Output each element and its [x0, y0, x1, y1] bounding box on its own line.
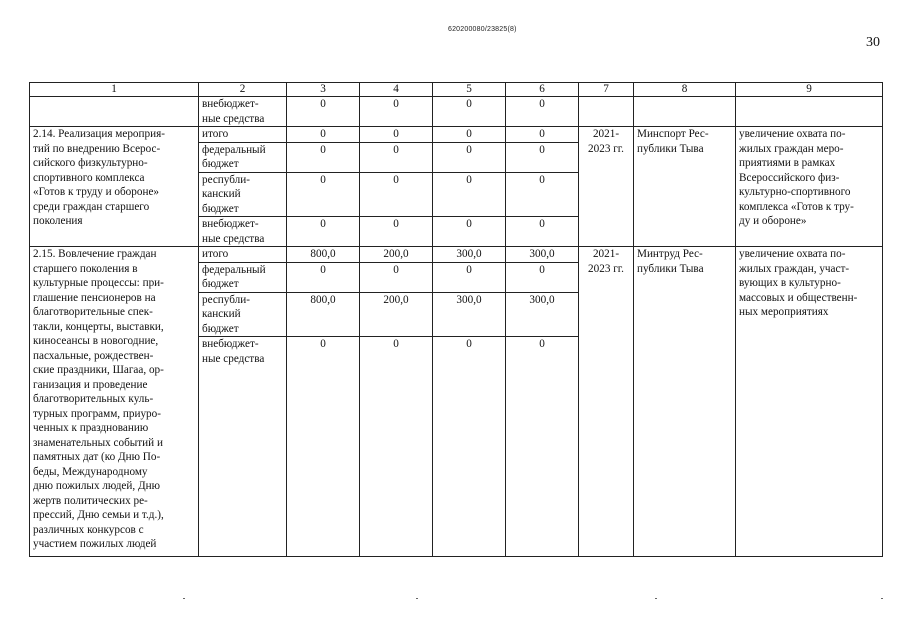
header-cell: 1: [30, 83, 199, 97]
value-cell: 0: [506, 142, 579, 172]
table-row: [30, 247, 883, 263]
value-cell: 0: [506, 172, 579, 217]
value-cell: 0: [433, 142, 506, 172]
value-cell: 300,0: [433, 292, 506, 337]
source-cell: республи- канский бюджет: [199, 292, 287, 337]
value-cell: 0: [433, 262, 506, 292]
value-cell: 0: [506, 337, 579, 557]
result-cell: увеличение охвата по- жилых граждан меро- приятиями в рамках Всероссийского физ- культурно-спортивного комплекса «Готов к тру- ду и обороне»: [736, 127, 883, 247]
value-cell: 300,0: [506, 247, 579, 263]
source-cell: федеральный бюджет: [199, 142, 287, 172]
scan-speck: [881, 598, 883, 599]
value-cell: 0: [287, 337, 360, 557]
value-cell: 0: [433, 97, 506, 127]
header-cell: 5: [433, 83, 506, 97]
page-number: 30: [866, 35, 880, 50]
header-cell: 9: [736, 83, 883, 97]
value-cell: 0: [360, 142, 433, 172]
table-row: [30, 97, 883, 127]
value-cell: 0: [433, 337, 506, 557]
item-title-cell: 2.15. Вовлечение граждан старшего поколения в культурные процессы: при- глашение пенсионеров на благотворительные спек- такли, концерты, выставки, киносеансы в новогодние, пасхальные, рождествен- ские праздники, Шагаа, ор- ганизация и проведение благотворительных куль- турных программ, приуро- ченных к празднованию знаменательных событий и памятных дат (ко Дню По- беды, Международному дню пожилых людей, Дню жертв политических ре- прессий, Дню семьи и т.д.), различных конкурсов с участием пожилых людей: [30, 247, 199, 557]
header-cell: 2: [199, 83, 287, 97]
period-cell: 2021- 2023 гг.: [579, 247, 634, 557]
result-cell: [736, 97, 883, 127]
value-cell: 300,0: [433, 247, 506, 263]
value-cell: 0: [360, 127, 433, 143]
scan-speck: [416, 598, 418, 599]
value-cell: 0: [506, 97, 579, 127]
source-cell: федеральный бюджет: [199, 262, 287, 292]
value-cell: 200,0: [360, 247, 433, 263]
value-cell: 0: [360, 172, 433, 217]
document-id: 620200080/23825(8): [448, 26, 517, 33]
scan-speck: [183, 598, 185, 599]
value-cell: 0: [287, 172, 360, 217]
period-cell: 2021- 2023 гг.: [579, 127, 634, 247]
header-cell: 7: [579, 83, 634, 97]
item-title-cell: [30, 97, 199, 127]
value-cell: 0: [433, 217, 506, 247]
source-cell: внебюджет- ные средства: [199, 337, 287, 557]
value-cell: 200,0: [360, 292, 433, 337]
value-cell: 0: [506, 217, 579, 247]
source-cell: внебюджет- ные средства: [199, 97, 287, 127]
value-cell: 0: [433, 127, 506, 143]
table-row: [30, 127, 883, 143]
value-cell: 0: [360, 262, 433, 292]
executor-cell: Минспорт Рес- публики Тыва: [634, 127, 736, 247]
value-cell: 0: [287, 127, 360, 143]
source-cell: итого: [199, 127, 287, 143]
item-title-cell: 2.14. Реализация мероприя- тий по внедрению Всерос- сийского физкультурно- спортивного комплекса «Готов к труду и обороне» среди граждан старшего поколения: [30, 127, 199, 247]
value-cell: 0: [506, 262, 579, 292]
executor-cell: Минтруд Рес- публики Тыва: [634, 247, 736, 557]
source-cell: внебюджет- ные средства: [199, 217, 287, 247]
header-row: [30, 83, 883, 97]
value-cell: 800,0: [287, 292, 360, 337]
executor-cell: [634, 97, 736, 127]
value-cell: 0: [287, 97, 360, 127]
scan-speck: [655, 598, 657, 599]
source-cell: итого: [199, 247, 287, 263]
value-cell: 0: [360, 337, 433, 557]
value-cell: 800,0: [287, 247, 360, 263]
value-cell: 0: [287, 142, 360, 172]
value-cell: 0: [506, 127, 579, 143]
value-cell: 0: [360, 217, 433, 247]
value-cell: 0: [287, 262, 360, 292]
period-cell: [579, 97, 634, 127]
value-cell: 0: [287, 217, 360, 247]
header-cell: 8: [634, 83, 736, 97]
value-cell: 0: [360, 97, 433, 127]
header-cell: 3: [287, 83, 360, 97]
budget-table: [29, 82, 883, 557]
source-cell: республи- канский бюджет: [199, 172, 287, 217]
value-cell: 0: [433, 172, 506, 217]
value-cell: 300,0: [506, 292, 579, 337]
header-cell: 6: [506, 83, 579, 97]
header-cell: 4: [360, 83, 433, 97]
result-cell: увеличение охвата по- жилых граждан, участ- вующих в культурно- массовых и общественн- ных мероприятиях: [736, 247, 883, 557]
